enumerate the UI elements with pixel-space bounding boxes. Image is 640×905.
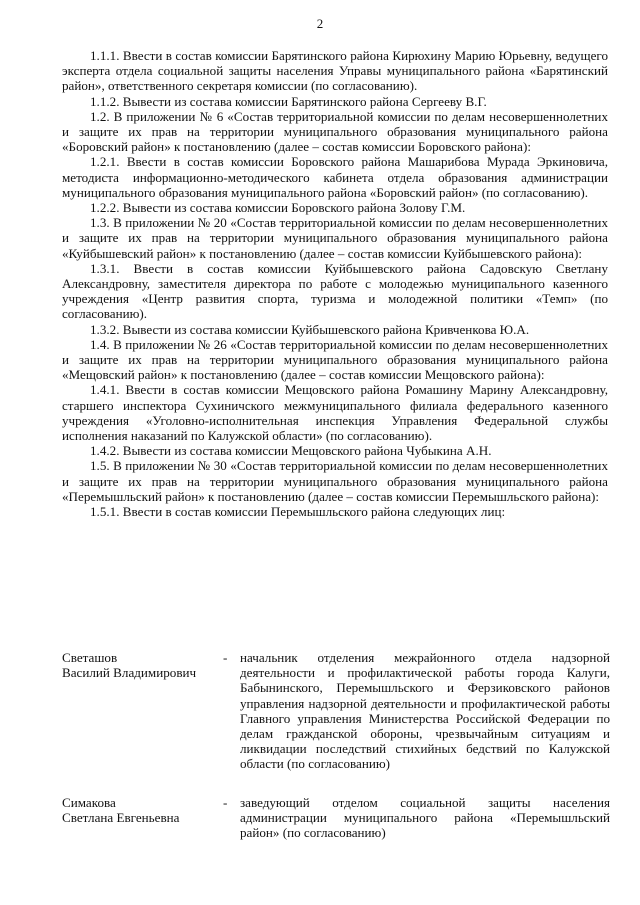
member-description: начальник отделения межрайонного отдела надзорной деятельности и профилактической работы города Калуги, Бабынинского, Перемышльского и Ферзиковского районов управления надзорной деятельности и профилактической работы Главного управления Министерства Российской Федерации по делам гражданской обороны, чрезвычайным ситуациям и ликвидации последствий стихийных бедствий по Калужской области (по согласованию) — [240, 650, 610, 772]
member-surname: Светашов — [62, 650, 118, 665]
paragraph-1-5: 1.5. В приложении № 30 «Состав территориальной комиссии по делам несовершеннолетних и защите их прав на территории муниципального образования муниципального района «Перемышльский район» к постановлению (далее – состав комиссии Перемышльского района): — [62, 458, 608, 504]
paragraph-1-2: 1.2. В приложении № 6 «Состав территориальной комиссии по делам несовершеннолетних и защите их прав на территории муниципального образования муниципального района «Боровский район» к постановлению (далее – состав комиссии Боровского района): — [62, 108, 608, 155]
member-name — [62, 650, 222, 680]
paragraph-1-4-2: 1.4.2. Вывести из состава комиссии Мещовского района Чубыкина А.Н. — [90, 443, 492, 459]
member-entry — [62, 650, 612, 780]
paragraph-1-4-1: 1.4.1. Ввести в состав комиссии Мещовского района Ромашину Марину Александровну, старшего инспектора Сухиничского межмуниципального филиала федерального казенного учреждения «Уголовно-исполнительная инспекция Управления Федеральной службы исполнения наказаний по Калужской области» (по согласованию). — [62, 382, 608, 444]
paragraph-1-2-2: 1.2.2. Вывести из состава комиссии Боровского района Золову Г.М. — [90, 200, 466, 216]
paragraph-1-1-2: 1.1.2. Вывести из состава комиссии Барятинского района Сергееву В.Г. — [90, 93, 487, 109]
dash-separator: - — [223, 795, 228, 810]
paragraph-1-3-2: 1.3.2. Вывести из состава комиссии Куйбышевского района Кривченкова Ю.А. — [90, 321, 530, 337]
member-surname: Симакова — [62, 795, 116, 810]
member-given-names: Светлана Евгеньевна — [62, 810, 180, 826]
member-name — [62, 795, 222, 825]
dash-separator: - — [223, 650, 228, 665]
document-body — [62, 48, 608, 519]
paragraph-1-2-1: 1.2.1. Ввести в состав комиссии Боровского района Машарибова Мурада Эркиновича, методиста информационно-методического кабинета отдела образования администрации муниципального образования муниципального района «Боровский район» (по согласованию). — [62, 154, 608, 200]
paragraph-1-1-1: 1.1.1. Ввести в состав комиссии Барятинского района Кирюхину Марию Юрьевну, ведущего эксперта отдела социальной защиты населения Управы муниципального района «Барятинский район», ответственного секретаря комиссии (по согласованию). — [62, 48, 608, 94]
member-given-names: Василий Владимирович — [62, 665, 197, 681]
paragraph-1-4: 1.4. В приложении № 26 «Состав территориальной комиссии по делам несовершеннолетних и защите их прав на территории муниципального образования муниципального района «Мещовский район» к постановлению (далее – состав комиссии Мещовского района): — [62, 336, 608, 383]
paragraph-1-5-1: 1.5.1. Ввести в состав комиссии Перемышльского района следующих лиц: — [90, 504, 506, 520]
member-description: заведующий отделом социальной защиты населения администрации муниципального района «Перемышльский район» (по согласованию) — [240, 795, 610, 841]
paragraph-1-3-1: 1.3.1. Ввести в состав комиссии Куйбышевского района Садовскую Светлану Александровну, заместителя директора по работе с молодежью муниципального казенного учреждения «Центр развития спорта, туризма и молодежной политики «Темп» (по согласованию). — [62, 260, 608, 322]
paragraph-1-3: 1.3. В приложении № 20 «Состав территориальной комиссии по делам несовершеннолетних и защите их прав на территории муниципального образования муниципального района «Куйбышевский район» к постановлению (далее – состав комиссии Куйбышевского района): — [62, 215, 608, 261]
member-entry — [62, 795, 612, 855]
page-number: 2 — [316, 16, 324, 31]
